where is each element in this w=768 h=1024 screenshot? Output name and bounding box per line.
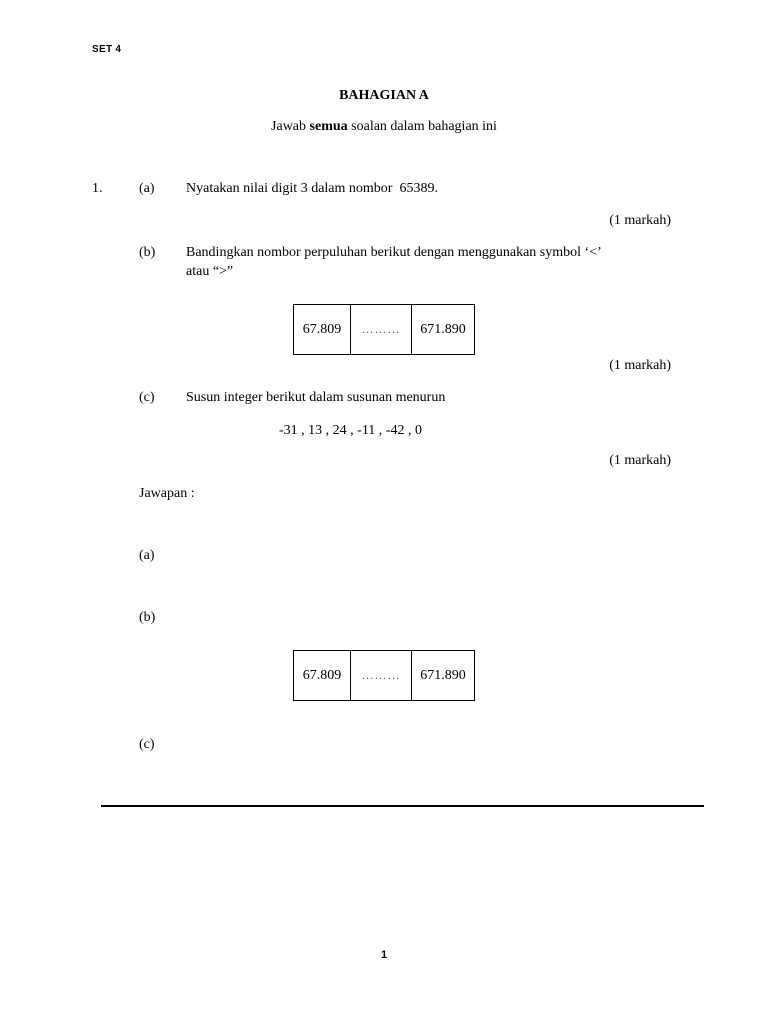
answer-b-label: (b) — [139, 610, 156, 625]
part-b-text-line2: atau “>” — [186, 264, 234, 279]
set-label: SET 4 — [92, 44, 122, 55]
part-a-label: (a) — [139, 181, 155, 196]
instruction-text-start: Jawab — [271, 119, 310, 134]
answer-comparison-box — [293, 650, 475, 701]
part-b-text-line1: Bandingkan nombor perpuluhan berikut dengan menggunakan symbol ‘<’ — [186, 245, 602, 260]
part-a-marks: (1 markah) — [609, 213, 671, 228]
instruction-emphasis: semua — [309, 119, 348, 134]
answer-comparison-right-value: 671.890 — [420, 667, 466, 683]
comparison-right-value: 671.890 — [420, 321, 466, 337]
answer-heading: Jawapan : — [139, 486, 195, 501]
comparison-box — [293, 304, 475, 355]
answer-a-label: (a) — [139, 548, 155, 563]
section-divider — [101, 805, 704, 807]
answer-comparison-blank: ……… — [351, 651, 412, 700]
section-instruction — [0, 119, 768, 135]
section-title: BAHAGIAN A — [339, 88, 429, 103]
part-c-label: (c) — [139, 390, 155, 405]
part-b-label: (b) — [139, 245, 156, 260]
part-c-marks: (1 markah) — [609, 453, 671, 468]
answer-comparison-left-value: 67.809 — [294, 651, 351, 700]
answer-c-label: (c) — [139, 737, 155, 752]
part-c-text: Susun integer berikut dalam susunan menurun — [186, 390, 446, 405]
page-number: 1 — [380, 949, 388, 961]
part-a-text: Nyatakan nilai digit 3 dalam nombor 65389. — [186, 181, 438, 196]
integer-list: -31 , 13 , 24 , -11 , -42 , 0 — [279, 423, 422, 438]
question-number: 1. — [92, 181, 103, 196]
part-b-marks: (1 markah) — [609, 358, 671, 373]
instruction-text-end: soalan dalam bahagian ini — [347, 119, 497, 134]
comparison-left-value: 67.809 — [294, 305, 351, 354]
comparison-blank: ……… — [351, 305, 412, 354]
